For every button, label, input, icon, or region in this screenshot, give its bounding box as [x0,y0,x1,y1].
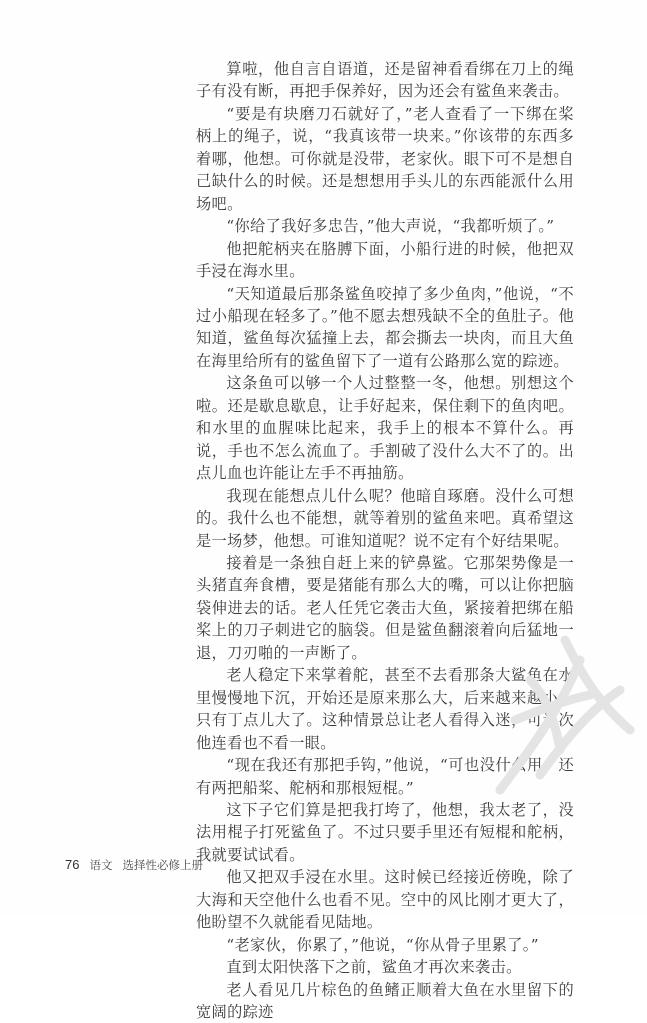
paragraph: “老家伙，你累了，”他说，“你从骨子里累了。” [226,935,539,954]
paragraph: 这下子它们算是把我打垮了，他想，我太老了，没法用棍子打死鲨鱼了。不过只要手里还有短棍和舵柄，我就要试试看。 [196,800,574,864]
paragraph: 直到太阳快落下之前，鲨鱼才再次来袭击。 [226,958,522,977]
paragraph: “要是有块磨刀石就好了，”老人查看了一下绑在桨柄上的绳子，说，“我真该带一块来。”你该带的东西多着哪，他想。可你就是没带，老家伙。眼下可不是想自己缺什么的时候。还是想想用手头儿的东西能派什么用场吧。 [196,104,574,213]
page-footer [65,857,203,873]
paragraph: 他把舵柄夹在胳膊下面，小船行进的时候，他把双手浸在海水里。 [196,239,574,281]
body-text [196,58,574,1023]
paragraph: “天知道最后那条鲨鱼咬掉了多少鱼肉，”他说，“不过小船现在轻多了。”他不愿去想残缺不全的鱼肚子。他知道，鲨鱼每次猛撞上去，都会撕去一块肉，而且大鱼在海里给所有的鲨鱼留下了一道有公路那么宽的踪迹。 [196,284,574,370]
paragraph: 老人稳定下来掌着舵，甚至不去看那条大鲨鱼在水里慢慢地下沉，开始还是原来那么大，后来越来越小，只有丁点儿大了。这种情景总让老人看得入迷，可这次他连看也不看一眼。 [196,666,574,752]
paragraph: 我现在能想点儿什么呢？他暗自琢磨。没什么可想的。我什么也不能想，就等着别的鲨鱼来吧。真希望这是一场梦，他想。可谁知道呢？说不定有个好结果呢。 [196,486,574,550]
book-title: 选择性必修上册 [122,858,203,872]
paragraph: 接着是一条独自赶上来的铲鼻鲨。它那架势像是一头猪直奔食槽，要是猪能有那么大的嘴，可以让你把脑袋伸进去的话。老人任凭它袭击大鱼，紧接着把绑在船桨上的刀子刺进它的脑袋。但是鲨鱼翻滚着向后猛地一退，刀刃啪的一声断了。 [196,553,574,662]
subject-label: 语文 [89,858,113,872]
paragraph: 算啦，他自言自语道，还是留神看看绑在刀上的绳子有没有断，再把手保养好，因为还会有鲨鱼来袭击。 [196,60,574,101]
paragraph: 老人看见几片棕色的鱼鳍正顺着大鱼在水里留下的宽阔的踪迹 [196,980,574,1022]
paragraph: “你给了我好多忠告，”他大声说，“我都听烦了。” [226,217,555,236]
paragraph: 他又把双手浸在水里。这时候已经接近傍晚，除了大海和天空他什么也看不见。空中的风比刚才更大了，他盼望不久就能看见陆地。 [196,868,574,932]
paragraph: 这条鱼可以够一个人过整整一冬，他想。别想这个啦。还是歇息歇息，让手好起来，保住剩下的鱼肉吧。和水里的血腥味比起来，我手上的根本不算什么。再说，手也不怎么流血了。手割破了没什么大不了的。出点儿血也许能让左手不再抽筋。 [196,374,574,483]
page-number: 76 [65,857,80,872]
paragraph: “现在我还有那把手钩，”他说，“可也没什么用。还有两把船桨、舵柄和那根短棍。” [196,756,574,797]
